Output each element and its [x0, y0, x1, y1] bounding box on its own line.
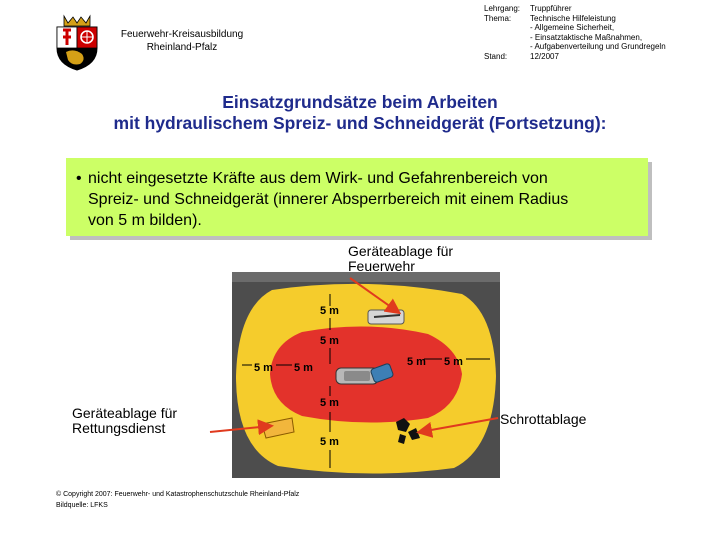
distance-label: 5 m: [320, 397, 339, 409]
label-fire-storage: [348, 244, 498, 274]
bullet-line: von 5 m bilden).: [88, 212, 202, 229]
image-source: Bildquelle: LFKS: [56, 502, 108, 509]
distance-label: 5 m: [407, 356, 426, 368]
label-line: Geräteablage für: [348, 243, 454, 259]
distance-label: 5 m: [254, 362, 273, 374]
copyright: © Copyright 2007: Feuerwehr- und Katastrophenschutzschule Rheinland-Pfalz: [56, 491, 300, 498]
distance-label: 5 m: [320, 436, 339, 448]
course-meta: [484, 4, 716, 62]
label-line: Feuerwehr: [348, 258, 415, 274]
title-line-2: mit hydraulischem Spreiz- und Schneidgerät (Fortsetzung):: [113, 113, 607, 133]
topic-item: - Allgemeine Sicherheit,: [530, 23, 615, 33]
distance-label: 5 m: [320, 335, 339, 347]
bullet-line: nicht eingesetzte Kräfte aus dem Wirk- und Gefahrenbereich von: [88, 170, 548, 187]
topic-value: Technische Hilfeleistung: [530, 13, 616, 23]
fire-equipment-icon: [368, 310, 404, 324]
safety-zone-diagram: [232, 272, 500, 478]
bullet-box: [66, 158, 648, 236]
coat-of-arms-logo: [52, 14, 102, 72]
org-line-1: Feuerwehr-Kreisausbildung: [120, 29, 244, 40]
label-line: Geräteablage für: [72, 405, 178, 421]
topic-label: Thema:: [484, 13, 512, 23]
org-line-2: Rheinland-Pfalz: [146, 42, 218, 53]
distance-label: 5 m: [294, 362, 313, 374]
label-scrap-storage: [500, 412, 620, 427]
bullet-symbol: •: [76, 170, 82, 187]
label-line: Schrottablage: [500, 411, 587, 427]
course-value: Truppführer: [530, 4, 572, 13]
distance-label: 5 m: [444, 356, 463, 368]
topic-item: - Aufgabenverteilung und Grundregeln: [530, 42, 666, 52]
course-label: Lehrgang:: [484, 4, 521, 13]
organization-name: [112, 28, 252, 54]
title-line-1: Einsatzgrundsätze beim Arbeiten: [222, 92, 498, 112]
slide-title: [40, 92, 680, 134]
topic-item: - Einsatztaktische Maßnahmen,: [530, 32, 643, 42]
footer: [56, 489, 376, 511]
distance-label: 5 m: [320, 305, 339, 317]
bullet-line: Spreiz- und Schneidgerät (innerer Absperrbereich mit einem Radius: [88, 191, 569, 208]
label-line: Rettungsdienst: [72, 420, 166, 436]
date-value: 12/2007: [530, 51, 559, 61]
label-rescue-storage: [72, 406, 222, 436]
date-label: Stand:: [484, 51, 508, 61]
